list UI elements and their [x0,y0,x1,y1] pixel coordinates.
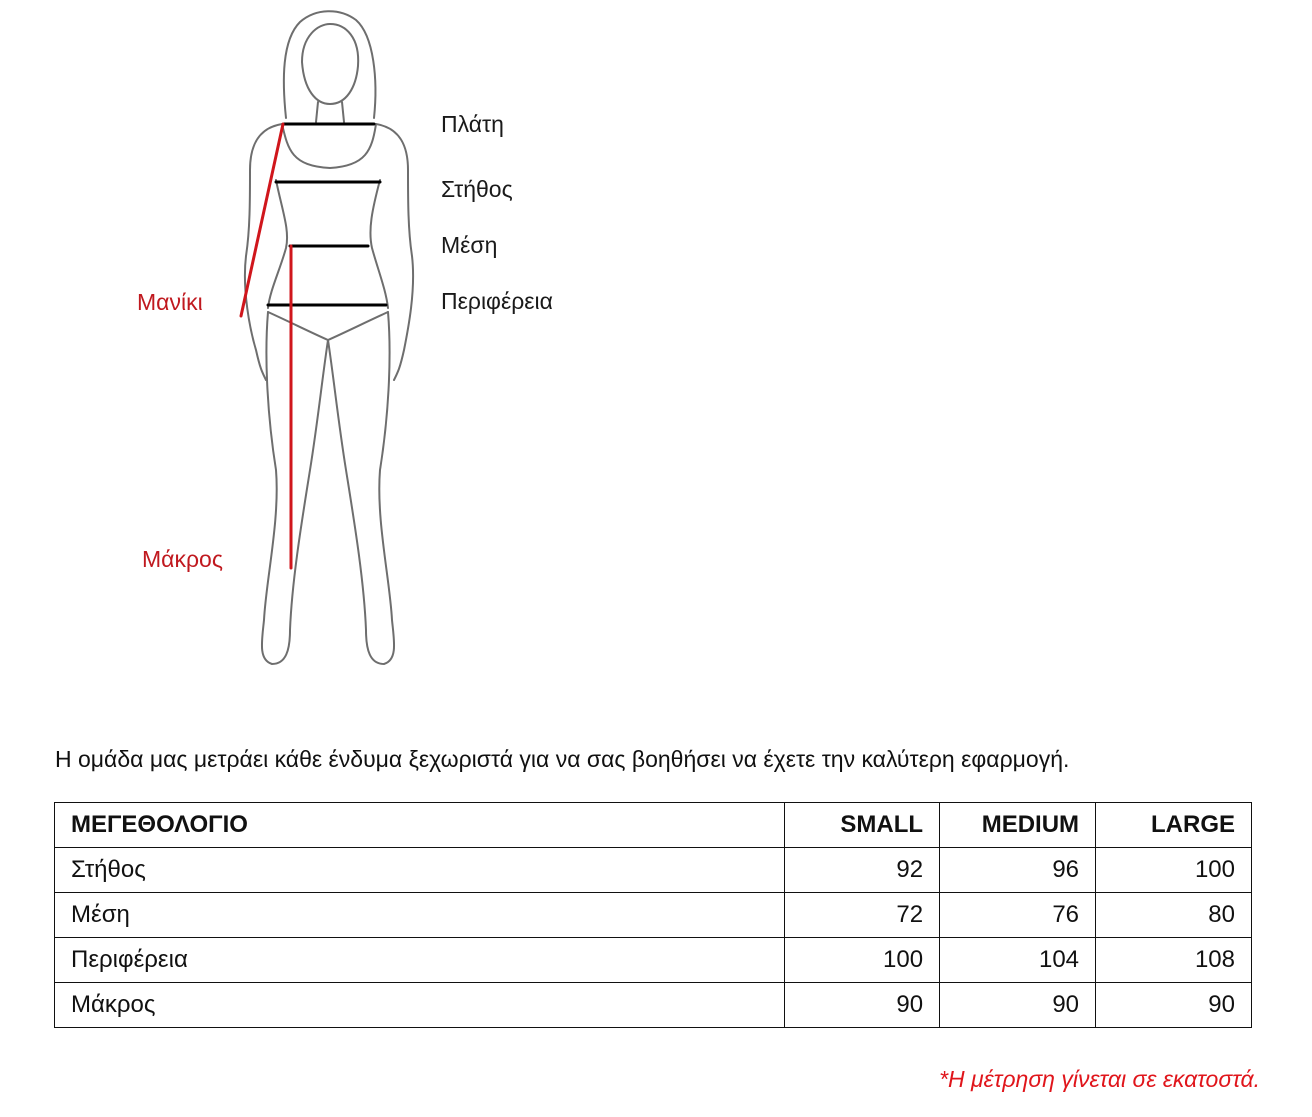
face-outline [302,24,358,104]
footnote: *Η μέτρηση γίνεται σε εκατοστά. [939,1066,1260,1092]
cell-small: 72 [785,893,940,938]
row-label: Μάκρος [55,983,785,1028]
torso-left [245,124,282,380]
leg-right [328,312,394,664]
label-length: Μάκρος [142,546,223,572]
table-header-row [55,803,1252,848]
cell-medium: 76 [940,893,1096,938]
label-waist: Μέση [441,232,498,258]
cell-large: 108 [1096,938,1252,983]
cell-large: 100 [1096,848,1252,893]
cell-large: 90 [1096,983,1252,1028]
header-large: LARGE [1096,803,1252,848]
torso-right [376,124,413,380]
label-hips: Περιφέρεια [441,288,553,314]
header-medium: MEDIUM [940,803,1096,848]
header-small: SMALL [785,803,940,848]
cell-large: 80 [1096,893,1252,938]
sleeve-line [241,124,283,316]
cell-small: 90 [785,983,940,1028]
cell-medium: 104 [940,938,1096,983]
cell-medium: 96 [940,848,1096,893]
row-label: Μέση [55,893,785,938]
cell-small: 100 [785,938,940,983]
cell-medium: 90 [940,983,1096,1028]
table-row [55,848,1252,893]
row-label: Περιφέρεια [55,938,785,983]
intro-text: Η ομάδα μας μετράει κάθε ένδυμα ξεχωριστά για να σας βοηθήσει να έχετε την καλύτερη εφαρμογή. [55,746,1070,772]
label-chest: Στήθος [441,176,513,202]
leg-left [262,312,328,664]
table-row [55,938,1252,983]
label-shoulders: Πλάτη [441,111,504,137]
hair-outline [284,11,376,118]
table-row [55,893,1252,938]
table-row [55,983,1252,1028]
label-sleeve: Μανίκι [137,289,203,315]
row-label: Στήθος [55,848,785,893]
size-chart-table [54,802,1252,1028]
header-size-chart: ΜΕΓΕΘΟΛΟΓΙΟ [55,803,785,848]
cell-small: 92 [785,848,940,893]
top-outline [282,124,376,168]
